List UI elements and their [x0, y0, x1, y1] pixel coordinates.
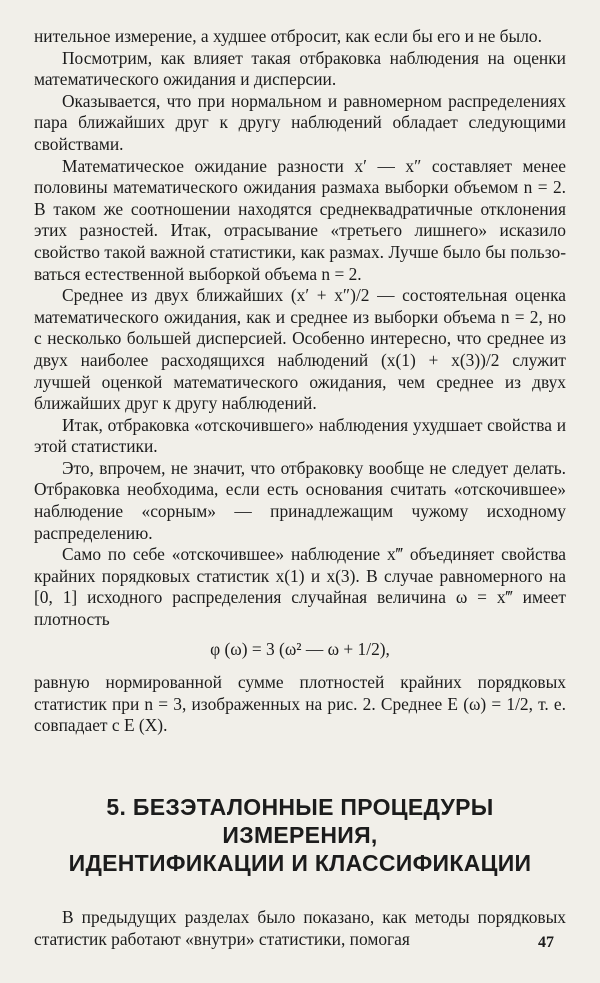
section-heading	[34, 793, 566, 877]
paragraph-after-formula: равную нормированной сумме плотностей крайних порядковых статистик при n = 3, изображенных на рис. 2. Среднее E (ω) = 1/2, т. е. совпадает с E (X).	[34, 672, 566, 736]
paragraph: Математическое ожидание разности x′ — x″ составляет менее половины математического ожидания размаха выборки объемом n = 2. В таком же соотношении находятся среднеквадратичные отклонения этих разностей. Итак, отрасывание «третьего лишнего» исказило свойство такой важной статистики, как размах. Лучше было бы пользоваться естественной выборкой объема n = 2.	[34, 155, 566, 284]
paragraph: Само по себе «отскочившее» наблюдение x‴ объединяет свойства крайних порядковых статистик x(1) и x(3). В случае равномерного на [0, 1] исходного распределения случайная величина ω = x‴ имеет плотность	[34, 544, 566, 630]
density-formula: φ (ω) = 3 (ω² — ω + 1/2),	[210, 638, 390, 659]
page-number: 47	[538, 934, 554, 951]
paragraph: Итак, отбраковка «отскочившего» наблюдения ухудшает свойства и этой статистики.	[34, 414, 566, 457]
paragraph: Посмотрим, как влияет такая отбраковка наблюдения на оценки математического ожидания и дисперсии.	[34, 47, 566, 90]
section-body	[34, 907, 566, 950]
section-opening-paragraph: В предыдущих разделах было показано, как методы порядковых статистик работают «внутри» статистики, помогая	[34, 907, 566, 949]
paragraph-continuation: нительное измерение, а худшее отбросит, как если бы его и не было.	[34, 26, 542, 46]
section-heading-line-1: 5. БЕЗЭТАЛОННЫЕ ПРОЦЕДУРЫ ИЗМЕРЕНИЯ,	[106, 794, 494, 848]
paragraph: Это, впрочем, не значит, что отбраковку вообще не следует делать. Отбраковка необходима, если есть основания считать «отскочившее» наблюдение «сорным» — принадлежащим чужому исходному распределению.	[34, 457, 566, 543]
body-text	[34, 26, 566, 737]
section-heading-line-2: ИДЕНТИФИКАЦИИ И КЛАССИФИКАЦИИ	[68, 850, 532, 876]
paragraph: Среднее из двух ближайших (x′ + x″)/2 — состоятельная оценка математического ожидания, как и среднее из выборки объема n = 2, но с несколько большей дисперсией. Особенно интересно, что среднее из двух наиболее расходящихся наблюдений (x(1) + x(3))/2 служит лучшей оценкой математического ожидания, чем среднее из двух ближайших друг к другу наблюдений.	[34, 285, 566, 414]
paragraph: Оказывается, что при нормальном и равномерном распределениях пара ближайших друг к другу наблюдений обладает следующими свойствами.	[34, 90, 566, 154]
